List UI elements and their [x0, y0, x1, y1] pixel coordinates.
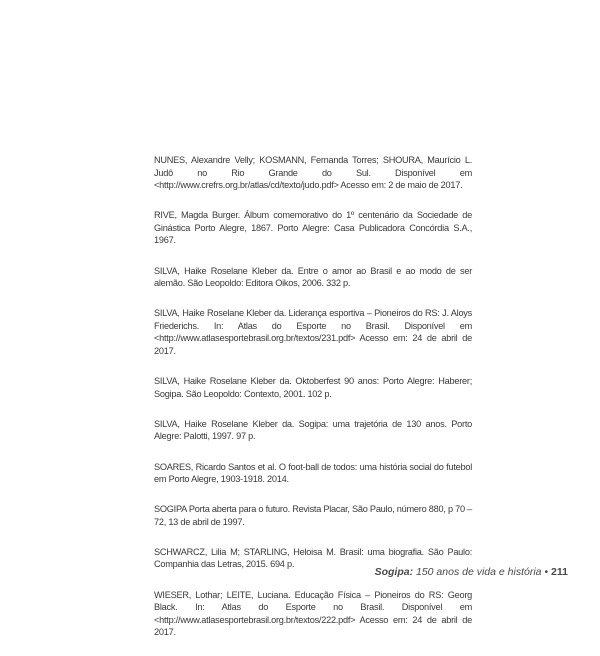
reference-list — [154, 154, 472, 656]
reference-entry: SILVA, Haike Roselane Kleber da. Liderança esportiva – Pioneiros do RS: J. Aloys Friederichs. In: Atlas do Esporte no Brasil. Disponível em <http://www.atlasesportebrasil.org.br/textos/231.pdf> Acesso em: 24 de abril de 2017. — [154, 308, 472, 357]
reference-entry: RIVE, Magda Burger. Álbum comemorativo do 1º centenário da Sociedade de Ginástica Porto Alegre, 1867. Porto Alegre: Casa Publicadora Concórdia S.A., 1967. — [154, 210, 472, 246]
page-number: 211 — [551, 566, 568, 578]
reference-entry: WIESER, Lothar; LEITE, Luciana. Educação Física – Pioneiros do RS: Georg Black. In: Atlas do Esporte no Brasil. Disponível em <http://www.atlasesportebrasil.org.br/textos/222.pdf> Acesso em: 24 de abril de 2017. — [154, 589, 472, 638]
reference-entry: SOARES, Ricardo Santos et al. O foot-ball de todos: uma história social do futebol em Porto Alegre, 1903-1918. 2014. — [154, 461, 472, 485]
footer-subtitle: 150 anos de vida e história — [416, 566, 542, 578]
footer-book-title: Sogipa: — [374, 566, 414, 578]
reference-entry: SCHWARCZ, Lilia M; STARLING, Heloisa M. Brasil: uma biografia. São Paulo: Companhia das Letras, 2015. 694 p. — [154, 546, 472, 570]
reference-entry: SILVA, Haike Roselane Kleber da. Oktoberfest 90 anos: Porto Alegre: Haberer; Sogipa. São Leopoldo: Contexto, 2001. 102 p. — [154, 376, 472, 399]
reference-entry: SILVA, Haike Roselane Kleber da. Sogipa: uma trajetória de 130 anos. Porto Alegre: Palotti, 1997. 97 p. — [154, 418, 472, 442]
reference-entry: NUNES, Alexandre Velly; KOSMANN, Fernanda Torres; SHOURA, Maurício L. Judô no Rio Grande do Sul. Disponível em <http://www.crefrs.org.br/atlas/cd/texto/judo.pdf> Acesso em: 2 de maio de 2017. — [154, 155, 472, 191]
reference-entry: SILVA, Haike Roselane Kleber da. Entre o amor ao Brasil e ao modo de ser alemão. São Leopoldo: Editora Oikos, 2006. 332 p. — [154, 265, 472, 289]
footer-bullet: • — [544, 566, 549, 578]
page-footer — [375, 566, 568, 578]
reference-entry: SOGIPA Porta aberta para o futuro. Revista Placar, São Paulo, número 880, p 70 – 72, 13 de abril de 1997. — [154, 504, 472, 527]
